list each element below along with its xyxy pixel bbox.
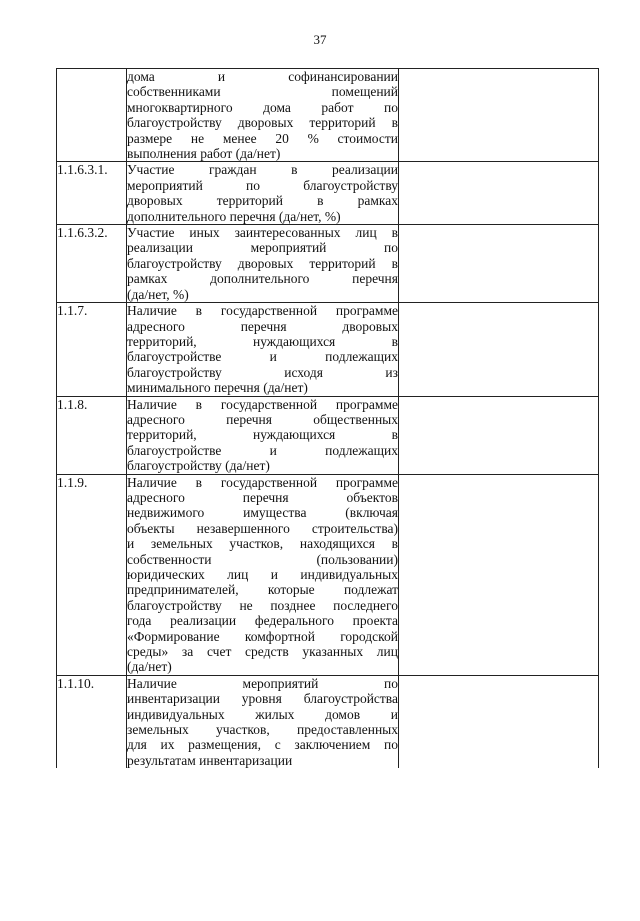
value-cell bbox=[399, 162, 599, 225]
page-number: 37 bbox=[313, 32, 327, 47]
row-number-cell bbox=[57, 675, 127, 768]
row-number-cell bbox=[57, 69, 127, 162]
indicator-text-line: благоустройстве и подлежащих bbox=[127, 442, 398, 458]
indicator-text-line: Наличие в государственной программе bbox=[127, 396, 398, 412]
indicator-text-line: мероприятий по благоустройству bbox=[127, 177, 398, 193]
indicator-text-line: результатам инвентаризации bbox=[127, 752, 293, 768]
row-number-cell bbox=[57, 162, 127, 225]
indicator-text-line: Наличие мероприятий по bbox=[127, 675, 398, 691]
indicator-text-line: благоустройству дворовых территорий в bbox=[127, 255, 398, 271]
table-row bbox=[57, 396, 599, 474]
row-number: 1.1.7. bbox=[57, 303, 88, 319]
indicator-table bbox=[56, 68, 599, 768]
indicator-text-cell bbox=[127, 69, 399, 162]
value-cell bbox=[399, 225, 599, 303]
indicator-text-line: выполнения работ (да/нет) bbox=[127, 146, 281, 162]
table-row bbox=[57, 225, 599, 303]
indicator-text-cell bbox=[127, 474, 399, 675]
indicator-text-line: благоустройству исходя из bbox=[127, 364, 398, 380]
indicator-text-line: земельных участков, предоставленных bbox=[127, 722, 398, 738]
table-row bbox=[57, 474, 599, 675]
indicator-text-line: территорий, нуждающихся в bbox=[127, 427, 398, 443]
indicator-text-line: Наличие в государственной программе bbox=[127, 303, 398, 319]
indicator-text-line: рамках дополнительного перечня bbox=[127, 271, 398, 287]
indicator-text-cell bbox=[127, 225, 399, 303]
indicator-text-line: года реализации федерального проекта bbox=[127, 613, 398, 629]
value-cell bbox=[399, 675, 599, 768]
row-number: 1.1.10. bbox=[57, 675, 95, 691]
table-row bbox=[57, 303, 599, 396]
row-number: 1.1.8. bbox=[57, 396, 88, 412]
indicator-text-line: юридических лиц и индивидуальных bbox=[127, 567, 398, 582]
indicator-text-line: благоустройству (да/нет) bbox=[127, 458, 270, 474]
table-row bbox=[57, 69, 599, 162]
value-cell bbox=[399, 69, 599, 162]
indicator-text-line: благоустройству дворовых территорий в bbox=[127, 115, 398, 131]
indicator-text-line: территорий, нуждающихся в bbox=[127, 333, 398, 349]
indicator-text-line: благоустройству не позднее последнего bbox=[127, 597, 398, 613]
indicator-text-line: благоустройстве и подлежащих bbox=[127, 349, 398, 365]
indicator-text-line: адресного перечня общественных bbox=[127, 411, 398, 427]
indicator-text-line: дома и софинансировании bbox=[127, 69, 398, 84]
indicator-text-line: адресного перечня дворовых bbox=[127, 318, 398, 334]
indicator-text-line: «Формирование комфортной городской bbox=[127, 628, 398, 644]
value-cell bbox=[399, 474, 599, 675]
indicator-text-line: дополнительного перечня (да/нет, %) bbox=[127, 208, 341, 224]
row-number: 1.1.6.3.2. bbox=[57, 225, 108, 241]
indicator-text-line: адресного перечня объектов bbox=[127, 489, 398, 505]
indicator-text-cell bbox=[127, 396, 399, 474]
indicator-text-cell bbox=[127, 675, 399, 768]
indicator-text-line: и земельных участков, находящихся в bbox=[127, 536, 398, 552]
value-cell bbox=[399, 396, 599, 474]
indicator-table-body bbox=[57, 69, 599, 769]
row-number-cell bbox=[57, 303, 127, 396]
indicator-text-line: недвижимого имущества (включая bbox=[127, 505, 398, 521]
indicator-text-line: для их размещения, с заключением по bbox=[127, 737, 398, 753]
indicator-text-line: объекты незавершенного строительства) bbox=[127, 520, 398, 536]
indicator-text-line: минимального перечня (да/нет) bbox=[127, 380, 308, 396]
table-row bbox=[57, 675, 599, 768]
indicator-text-line: Наличие в государственной программе bbox=[127, 474, 398, 490]
row-number-cell bbox=[57, 474, 127, 675]
indicator-text-line: многоквартирного дома работ по bbox=[127, 99, 398, 115]
indicator-text-line: индивидуальных жилых домов и bbox=[127, 706, 398, 722]
indicator-text-line: предпринимателей, которые подлежат bbox=[127, 582, 398, 598]
indicator-text-line: дворовых территорий в рамках bbox=[127, 193, 398, 209]
indicator-text-line: (да/нет, %) bbox=[127, 286, 189, 302]
value-cell bbox=[399, 303, 599, 396]
indicator-text-line: собственниками помещений bbox=[127, 84, 398, 100]
indicator-text-line: (да/нет) bbox=[127, 659, 172, 675]
row-number-cell bbox=[57, 225, 127, 303]
row-number-cell bbox=[57, 396, 127, 474]
indicator-text-cell bbox=[127, 162, 399, 225]
indicator-text-line: инвентаризации уровня благоустройства bbox=[127, 691, 398, 707]
indicator-text-line: размере не менее 20 % стоимости bbox=[127, 130, 398, 146]
table-row bbox=[57, 162, 599, 225]
indicator-text-line: собственности (пользовании) bbox=[127, 551, 398, 567]
indicator-text-line: Участие граждан в реализации bbox=[127, 162, 398, 178]
row-number: 1.1.6.3.1. bbox=[57, 162, 108, 178]
indicator-text-cell bbox=[127, 303, 399, 396]
indicator-text-line: среды» за счет средств указанных лиц bbox=[127, 644, 398, 660]
row-number: 1.1.9. bbox=[57, 474, 88, 490]
indicator-text-line: Участие иных заинтересованных лиц в bbox=[127, 225, 398, 241]
indicator-text-line: реализации мероприятий по bbox=[127, 240, 398, 256]
